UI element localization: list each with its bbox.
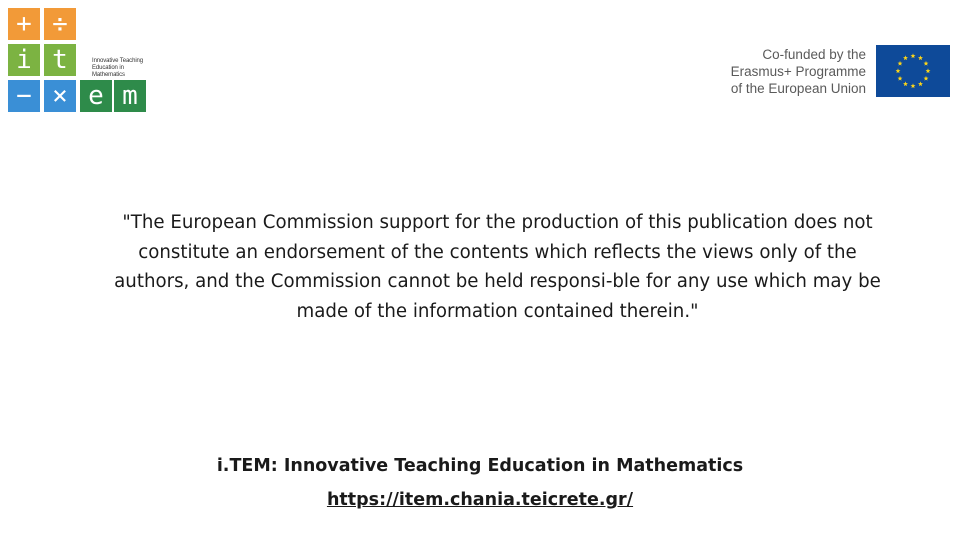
divide-tile-icon: ÷ <box>44 8 76 40</box>
eu-star-icon <box>903 55 908 60</box>
times-tile-icon: × <box>44 80 76 112</box>
eu-star-icon <box>918 81 923 86</box>
erasmus-text <box>731 46 866 97</box>
eu-star-icon <box>926 68 931 73</box>
logo-tagline: Innovative Teaching Education in Mathematics <box>92 58 144 78</box>
item-logo <box>8 8 148 112</box>
i-tile-icon: i <box>8 44 40 76</box>
footer <box>0 451 960 515</box>
eu-stars-icon <box>876 45 950 97</box>
eu-star-icon <box>924 76 929 81</box>
minus-tile-icon: − <box>8 80 40 112</box>
eu-star-icon <box>896 68 901 73</box>
e-tile-icon: e <box>80 80 112 112</box>
eu-star-icon <box>924 61 929 66</box>
eu-star-icon <box>898 61 903 66</box>
project-website-link[interactable]: https://item.chania.teicrete.gr/ <box>326 490 634 510</box>
erasmus-line-3: of the European Union <box>730 80 866 96</box>
eu-star-icon <box>911 83 916 88</box>
eu-star-icon <box>918 55 923 60</box>
eu-flag-icon <box>876 45 950 97</box>
t-tile-icon: t <box>44 44 76 76</box>
m-tile-icon: m <box>114 80 146 112</box>
eu-star-icon <box>898 76 903 81</box>
disclaimer-text: "The European Commission support for the production of this publication does not constitute an endorsement of the contents which reflects the views only of the authors, and the Commission cannot be held responsi-ble for any use which may be made of the information contained therein." <box>114 212 881 322</box>
erasmus-line-2: Erasmus+ Programme <box>730 63 866 79</box>
erasmus-line-1: Co-funded by the <box>762 46 866 62</box>
eu-star-icon <box>903 81 908 86</box>
plus-tile-icon: + <box>8 8 40 40</box>
project-title: i.TEM: Innovative Teaching Education in Mathematics <box>216 456 744 476</box>
eu-star-icon <box>911 53 916 58</box>
erasmus-cofunding-logo <box>731 44 950 98</box>
